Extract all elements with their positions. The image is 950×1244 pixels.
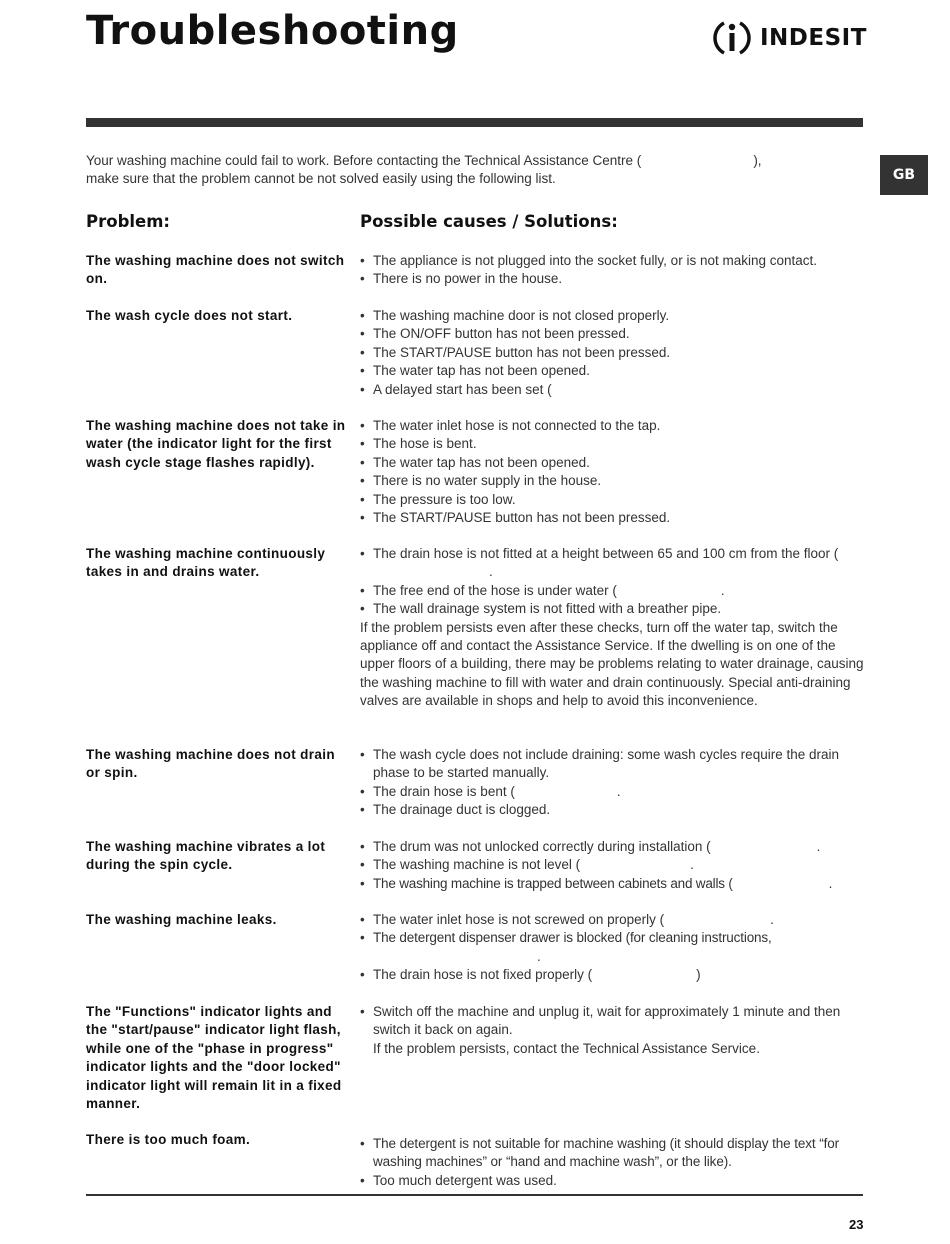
footer-divider [86,1194,863,1196]
language-tab: GB [880,155,928,195]
cause-text: The drain hose is not fitted at a height between 65 and 100 cm from the floor ( [373,546,839,561]
cause-item: • Too much detergent was used. [360,1172,865,1190]
cause-text: The water inlet hose is not screwed on properly ( [373,912,665,927]
problem-text: The washing machine continuously takes in and drains water. [86,546,326,580]
cause-item: • The washing machine is not level ( . [360,856,865,874]
causes-list [360,252,865,289]
cause-item: • The water inlet hose is not screwed on properly ( . [360,911,865,929]
cause-item: • The detergent dispenser drawer is blocked (for cleaning instructions, . [360,929,865,966]
cause-item: • There is no power in the house. [360,270,865,288]
intro-text-1: Your washing machine could fail to work. Before contacting the Technical Assistance Centre ( [86,153,642,168]
cause-note: If the problem persists, contact the Technical Assistance Service. [373,1040,760,1056]
cause-text: The free end of the hose is under water ( [373,582,617,598]
causes-list [360,911,865,985]
causes-list [360,1003,865,1058]
causes-column-header: Possible causes / Solutions: [360,212,618,231]
problem-text: The washing machine vibrates a lot during the spin cycle. [86,839,326,873]
cause-text: The drain hose is not fixed properly ( [373,967,593,983]
causes-list [360,838,865,893]
cause-item: • The free end of the hose is under water ( . [360,582,865,600]
cause-text: The drain hose is bent ( [373,783,515,799]
cause-item: • Switch off the machine and unplug it, wait for approximately 1 minute and then switch it back on again. [360,1003,865,1040]
cause-item: • The water tap has not been opened. [360,362,865,380]
cause-item: • The drain hose is not fixed properly ( ) [360,966,865,984]
problem-text: The wash cycle does not start. [86,308,293,323]
cause-item: • The wall drainage system is not fitted with a breather pipe. [360,600,865,618]
problem-text: The washing machine does not switch on. [86,253,345,287]
brand-name: INDESIT [760,25,867,51]
cause-item: • The START/PAUSE button has not been pressed. [360,509,865,527]
cause-item: • A delayed start has been set ( [360,381,865,399]
cause-item: • The drum was not unlocked correctly during installation ( . [360,838,865,856]
problem-text: The washing machine leaks. [86,912,277,927]
cause-item: • The wash cycle does not include draining: some wash cycles require the drain phase to be started manually. [360,746,865,783]
cause-text: The detergent dispenser drawer is blocked (for cleaning instructions, [373,930,772,946]
intro-paragraph [86,152,866,189]
header-divider [86,118,863,127]
causes-list [360,307,865,399]
cause-note: If the problem persists even after these checks, turn off the water tap, switch the appliance off and contact the Assistance Service. If the dwelling is on one of the upper floors of a building, there may be problems relating to water drainage, causing the washing machine to fill with water and drain continuously. Special anti-draining valves are available in shops and help to avoid this inconvenience. [360,619,864,709]
cause-item: • There is no water supply in the house. [360,472,865,490]
causes-list [360,545,865,711]
page-number: 23 [849,1217,864,1232]
cause-text: The washing machine is trapped between cabinets and walls ( [373,875,733,891]
cause-text: The washing machine is not level ( [373,857,581,873]
causes-list [360,417,865,527]
intro-text-2: ), [753,153,762,168]
cause-item: • The drainage duct is clogged. [360,801,865,819]
problem-text: There is too much foam. [86,1132,251,1147]
cause-item: • The drain hose is bent ( . [360,783,865,801]
cause-item: • The hose is bent. [360,435,865,453]
causes-list [360,746,865,820]
brand-logo [710,18,867,58]
problem-column-header: Problem: [86,212,171,231]
cause-item: • The water tap has not been opened. [360,454,865,472]
cause-item: • The appliance is not plugged into the socket fully, or is not making contact. [360,252,865,270]
cause-item: • The detergent is not suitable for machine washing (it should display the text “for washing machines” or “hand and machine wash”, or the like). [360,1135,865,1172]
cause-item: • The washing machine door is not closed properly. [360,307,865,325]
cause-item: • The START/PAUSE button has not been pressed. [360,344,865,362]
page-title: Troubleshooting [86,8,459,54]
problem-text: The washing machine does not drain or spin. [86,747,335,781]
cause-item: • The water inlet hose is not connected to the tap. [360,417,865,435]
cause-text: The drum was not unlocked correctly during installation ( [373,839,711,854]
cause-item: • The washing machine is trapped between cabinets and walls ( . [360,875,865,893]
cause-item: • The ON/OFF button has not been pressed. [360,325,865,343]
problem-text: The "Functions" indicator lights and the "start/pause" indicator light flash, while one of the "phase in progress" indicator lights and the "door locked" indicator light will remain lit in a fixed manner. [86,1004,342,1112]
cause-item: • The pressure is too low. [360,491,865,509]
indesit-logo-icon [710,19,754,57]
intro-text-3: make sure that the problem cannot be not solved easily using the following list. [86,171,556,187]
cause-item: • The drain hose is not fitted at a height between 65 and 100 cm from the floor (. [360,545,865,582]
problem-text: The washing machine does not take in water (the indicator light for the first wash cycle stage flashes rapidly). [86,418,346,470]
causes-list [360,1135,865,1190]
